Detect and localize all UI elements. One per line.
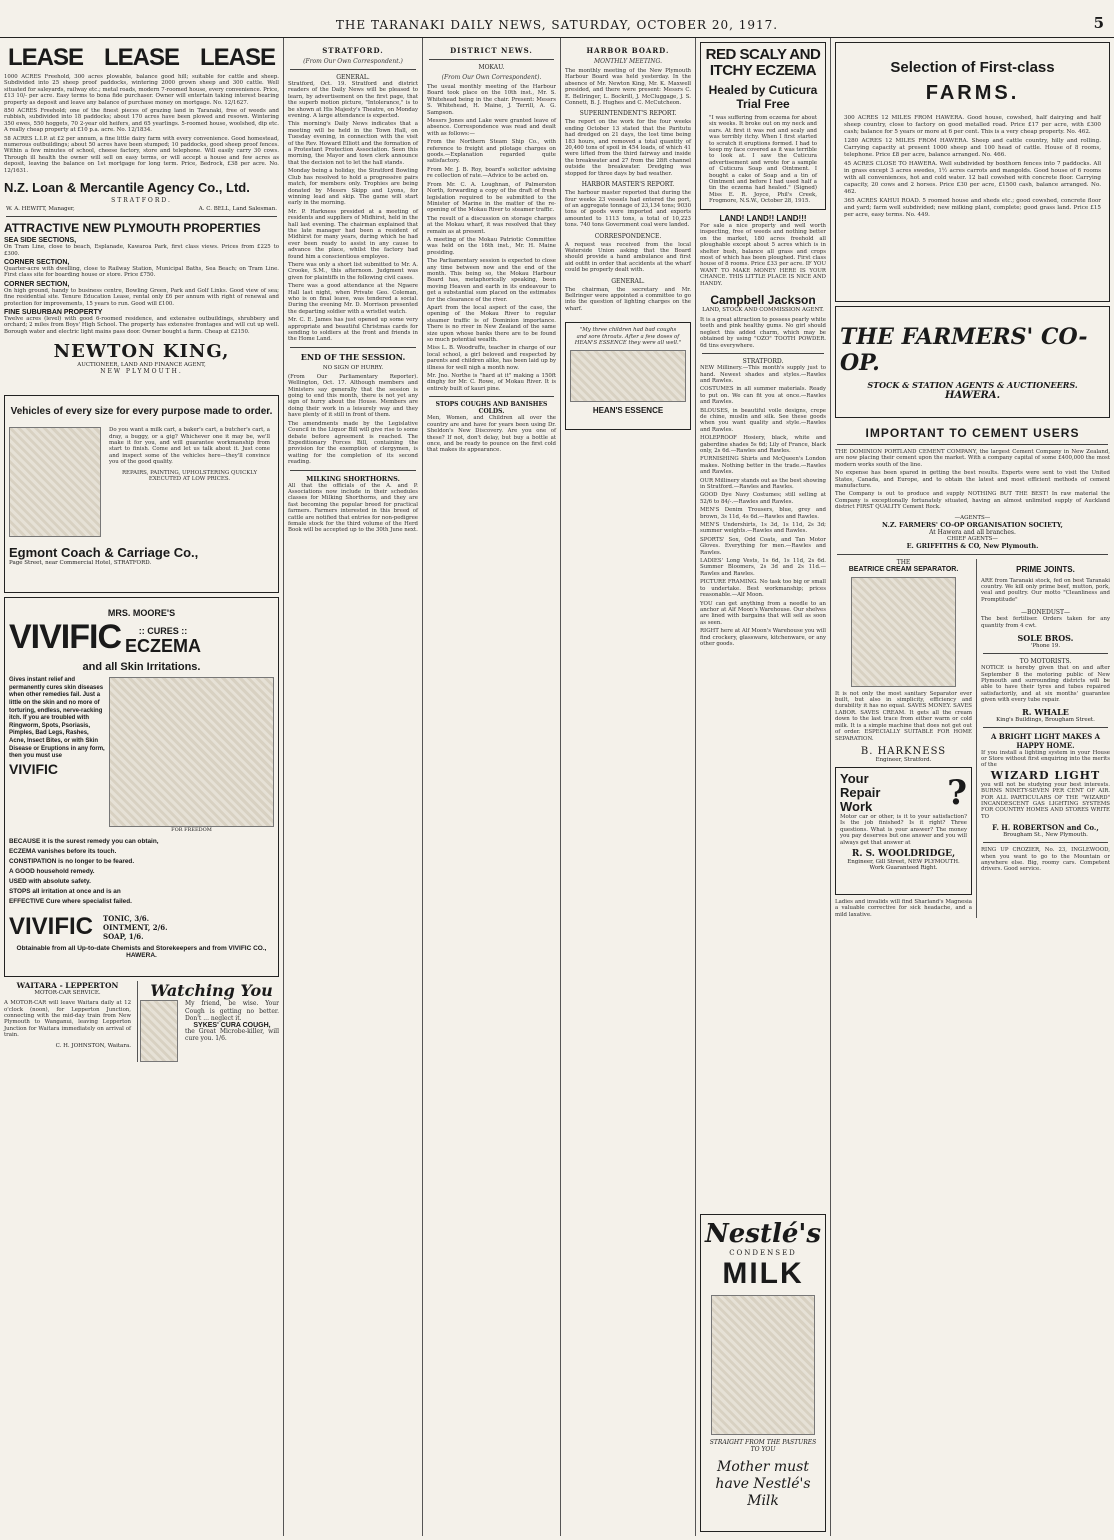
mokau-para-6: The result of a discussion on storage charges at the Mokau wharf, it was resolved that they remain as at present. [427,215,556,235]
monthly-meeting: MONTHLY MEETING. [593,58,663,65]
divider [429,396,554,397]
campbell-sub: LAND, STOCK AND COMMISSION AGENT. [702,307,824,314]
prime-joints: PRIME JOINTS. [1016,564,1075,574]
nestle-title: Nestlé's [705,1219,821,1249]
farmers-coop-ad [835,306,1110,418]
waitara-body: A MOTOR-CAR will leave Waitara daily at 12 o'clock (noon), for Lepperton Junction, connecting with the mid-day train from New Plymouth to Wanganui, leaving Lepperton Junction for Waitara immediately on arrival of train. [4,1000,131,1039]
acrostic-7: EFFECTIVE Cure where specialist failed. [9,898,132,906]
rawles-2: COSTUMES in all summer materials. Ready to put on. We can fit you at once.—Rawles and Rawles. [700,386,826,406]
harbour-master-para: The harbour master reported that during the four weeks 23 vessels had entered the port, of an aggregate tonnage of 23,134 tons; 9030 tons of goods were imported and exports amounted to 1113 tons, a total of 10,223 tons. 740 tons Government coal were landed. [565,190,691,229]
section-3: CORNER SECTION, On high ground, handy to business centre, Bowling Green, Park and Golf Links. Good view of sea; fine residential site. Tenure Education Lease, rental only £6 per annum with right of renewal and protection for improvements, 15 years to run. Good will £100. [4,280,279,307]
divider [429,59,554,60]
mokau-para-8: The Parliamentary session is expected to close any time between now and the end of the month. This being so, the Mokau Harbour Board has, metaphorically speaking, been moving Heaven and earth in its endeavour to get a substantial sum placed on the estimates for the clearance of the river. [427,258,556,303]
general-para-4col: The chairman, the secretary and Mr. Bellringer were appointed a committee to go into the question of lighting charges on the wharf. [565,286,691,312]
milking-para: All that the officials of the A. and P. Associations now include in their schedules classes for Milking Shorthorns, and they are fast becoming the popular breed for practical farmers. Farmers interested in this breed of cattle are notified that entries for non-pedigree female stock for the third volume of the Herd Book will be accepted up to the 30th June next. [288,482,418,534]
nestle-ad [700,1214,826,1532]
watching-body: My friend, be wise. Your Cough is getting no better. Don't ... neglect it. [185,1000,279,1022]
rawles-14: RIGHT here at Alf Moon's Warehouse you will find crockery, glassware, kitchenware, or any other goods. [700,628,826,647]
heans-quote: "My three children had bad coughs and sore throats. After a few doses of HEAN'S ESSENCE they were all well." [574,327,682,346]
superintendent-heading: SUPERINTENDENT'S REPORT. [579,110,677,118]
eczema-label: ECZEMA [125,636,202,657]
manager-name: W. A. HEWITT, Manager, [6,206,75,213]
section-1: SEA SIDE SECTIONS, On Tram Line, close to beach, Esplanade, Kawaroa Park, first class views. Prices from £225 to £300. [4,237,279,257]
vivific-title: VIVIFIC [9,618,122,657]
mokau-para-5: From Mr. C. A. Loughnan, of Palmerston North, forwarding a copy of the draft of fresh legislation required to be submitted to the Minister of Marine in the matter of the re-opening of the Mokau River to steamer traffic. [427,181,556,214]
watching-you: Watching You [150,981,273,1001]
acrostic-3: CONSTIPATION is no longer to be feared. [9,858,135,866]
acrostic-6: STOPS all irritation at once and is an [9,888,121,896]
column-2 [284,38,423,1536]
end-para-1: (From Our Parliamentary Reporter). Wellington, Oct. 17. Although members and Ministers say generally that the session is going to end this month, there is not yet any sign of hurry about the House. Members are doing their work in a leisurely way and they have plenty of it still in front of them. [288,373,418,419]
lease-item-1: 1000 ACRES Freehold, 300 acres plowable, balance good hill; suitable for cattle and sheep. Subdivided into 25 sheep proof paddocks, wintering 2000 grown sheep and 300 cattle. Well situated for saleyards, railway etc.; metal roads, modern 7-roomed house, every convenience. Price, £13 10/- per acre. Easy terms to bona fide purchaser. Owner will entertain taking interest bearing property as deposit and leave any balance of purchase money on mortgage. No. 12/1627. [4,74,279,106]
harbour-para: The monthly meeting of the New Plymouth Harbour Board was held yesterday. In the absence of Mr. Newton King, Mr. K. Maxwell presided, and there were present: Messrs C. E. Bellringer, L. Bockrill, J. McCluggage, J. S. Connett, B. J. Hughes and C. McCutcheon. [565,68,691,107]
wooldridge-name: R. S. WOOLDRIDGE, [851,848,956,859]
farms-heading: FARMS. [925,82,1020,104]
divider [983,842,1108,843]
egmont-name: Egmont Coach & Carriage Co., [9,545,199,561]
milking-heading: MILKING SHORTHORNS. [306,474,400,483]
vivific-ad [4,597,279,977]
rawles-4: HOLEPROOF Hosiery, black, white and gaberdine shades 5s 6d; Lily of France, black only, 2s 6d.—Rawles and Rawles. [700,435,826,454]
acrostic-2: ECZEMA vanishes before its touch. [9,848,117,856]
mokau-sub: (From Our Own Correspondent). [441,74,542,81]
wizard-para: you will not be studying your best interests. BURNS NINETY-SEVEN PER CENT OF AIR. FOR ALL PARTICULARS OF THE "WIZARD" INCANDESCENT GAS LIGHTING SYSTEMS FOR COUNTRY HOMES AND STORES WRITE TO [981,781,1110,820]
section-4: FINE SUBURBAN PROPERTY Twelve acres (level) with good 6-roomed residence, and extensive outbuildings, shrubbery and orchard; 2 miles from Boys' High School. The property has extensive frontages and will cut up well. Borough water and electric light mains pass door. Owner bought a farm. Cheap at £2150. [4,308,279,335]
campbell-jackson: Campbell Jackson [710,293,816,308]
land-heading: LAND! LAND!! LAND!!! [719,214,807,223]
healed-cuticura: Healed by Cuticura Trial Free [708,83,818,111]
newton-sub: AUCTIONEER, LAND AND FINANCE AGENT, [77,362,206,369]
sole-bros: SOLE BROS. [1017,633,1074,644]
cuticura-ad [700,42,826,210]
selection-heading: Selection of First-class [890,59,1055,76]
price-soap: SOAP, 1/6. [103,931,144,941]
agents-name: N.Z. FARMERS' CO-OP ORGANISATION SOCIETY, [882,520,1063,529]
bonedust-heading: —BONEDUST— [1020,609,1071,617]
mokau-para-9: Apart from the local aspect of the case, the opening of the Mokau River to regular steamer traffic is of Dominion importance. There is no river in New Zealand of the same size upon whose banks there are to be found so much potential wealth. [427,305,556,344]
column-4 [561,38,696,1536]
obtainable: Obtainable from all Up-to-date Chemists and Storekeepers and from VIVIFIC CO., HAWERA. [16,945,267,960]
column-6 [831,38,1114,1536]
wizard-light: WIZARD LIGHT [990,768,1101,782]
cement-para-2: No expense has been spared in getting the best results. Experts were sent to visit the United States, Canada, and Europe, and to obtain the latest and most efficient methods of cement manufacture. [835,470,1110,490]
bottle-illustration [570,350,686,402]
acrostic-4: A GOOD household remedy. [9,868,95,876]
farms-ad [835,42,1110,302]
rawles-10: SPORTS' Sox, Odd Coats, and Tan Motor Gloves. Everything for men.—Rawles and Rawles. [700,536,826,556]
rawles-6: OUR Millinery stands out as the best showing in Stratford.—Rawles and Rawles. [700,477,826,490]
rawles-3: BLOUSES, in beautiful voile designs, crepe de chine, muslin and silk. See these goods when you want quality and style.—Rawles and Rawles. [700,407,826,433]
divider [290,347,416,348]
rawles-7: GOOD Dye Navy Costumes; still selling at 52/6 to 84/-.—Rawles and Rawles. [700,492,826,505]
mokau-para-11: Mr. Jno. Northe is "hard at it" making a 150ft dinghy for Mr. C. Rowe, of Mokau River. It is entirely built of kauri pine. [427,373,556,392]
general-para-4: Mr. P. Harkness presided at a meeting of residents and suppliers of Midhirst, held in the hall last evening. The chairman explained that the late manager had been a resident of Midhirst for many years, during which he had ever been ready to assist in any cause to advance the place, whilst the factory had found him a conscientious employee. [288,208,418,260]
correspondence-heading: CORRESPONDENCE. [594,232,662,240]
sykes-body: the Great Microbe-killer, will cure you. 1/6. [185,1028,279,1042]
waitara-title: WAITARA - LEPPERTON [16,981,119,991]
sykes-name: SYKES' CURA COUGH, [193,1022,271,1030]
divider [983,727,1108,728]
mokau-para-3: From the Northern Steam Ship Co., with reference to freight and pilotage charges on goods.—Explanation regarded quite satisfactory. [427,139,556,165]
general-para-3: Monday being a holiday, the Stratford Bowling Club has resolved to hold a progressive pairs match, for members only. Trophies are being donated by Messrs Skipp and Lyons, for winning lead and skip. The game will start early in the morning. [288,168,418,207]
mokau-para-4: From Mr. J. B. Roy, board's solicitor advising re collection of rate.—Advice to be acted on. [427,166,556,180]
general-para-2: This morning's Daily News indicates that a meeting will be held in the Town Hall, on Tuesday evening, in connection with the visit of the Rev. Howard Elliott and the formation of a Protestant Protection Association. Seen this morning, the Mayor and town clerk announce that the decision not to let the hall stands. [288,121,418,166]
agents-label: —AGENTS— [954,514,991,521]
newspaper-title: THE TARANAKI DAILY NEWS, SATURDAY, OCTOBER 20, 1917. [335,18,779,32]
freedom-caption: FOR FREEDOM [171,827,212,834]
milk-label: MILK [722,1257,804,1290]
vehicles-title: Vehicles of every size for every purpose made to order. [10,406,273,418]
sykes-ad [138,981,283,1062]
vivific-small: VIVIFIC [9,760,59,777]
lease-item-3: 58 ACRES L.I.P. at £2 per annum, a fine little dairy farm with every convenience. Good homestead, numerous outbuildings; about 50 acres have been stumped; 10 paddocks, good sheep proof fences. Within a few minutes of school, cheese factory, store and telephone. Will easily carry 30 cows. Through ill health the owner will sell on easy terms, or will accept a house and few acres as deposit, leaving the balance on 1st mortgage for long term. Price, Bedrock, £38 per acre. No. 12/1631. [4,135,279,174]
straight-from-pastures: STRAIGHT FROM THE PASTURES TO YOU [709,1439,817,1453]
cures-label: :: CURES :: [138,626,188,637]
ozo-para: It is a great attraction to possess pearly white teeth and pink healthy gums. No girl should neglect this added charm, which may be obtained by using "OZO" TOOTH POWDER. 6d tins everywhere. [700,317,827,349]
cement-para-3: The Company is out to produce and supply NOTHING BUT THE BEST! In raw material the Company is exceptionally fortunately situated, having an almost unlimited supply of Auckland district FIRST QUALITY Cement Rock. [835,491,1110,511]
general-para-7: Mr. C. E. James has just opened up some very appropriate and beautiful Christmas cards for sending to soldiers at the front and friends in the Home Land. [288,317,418,343]
farm-3: 45 ACRES CLOSE TO HAWERA. Well subdivided by boxthorn fences into 7 paddocks. All in grass except 3 acres swedes, 1½ acres carrots and mangolds. Good house of 6 rooms with all conveniences, hot and cold water. 12 bail cowshed with concrete floor. Carrying capacity, 20 cows and 2 horses. Price £30 per acre, £1500 cash, balance arranged. No. 462. [844,161,1101,195]
divider [837,554,1108,555]
company-town: STRATFORD. [111,197,172,205]
bottom-split [831,559,1114,918]
heans-essence-ad [565,322,691,430]
waitara-sign: C. H. JOHNSTON, Waitara. [55,1042,131,1049]
divider [290,69,416,70]
repair-heading: Your Repair Work [840,770,881,814]
right-subcolumn [977,559,1114,918]
divider [983,653,1108,654]
rawles-1: NEW Millinery.—This month's supply just to hand. Newest shades and styles.—Rawles and Rawles. [700,365,826,384]
mokau-para-7: A meeting of the Mokau Patriotic Committee was held on the 16th inst., Mr. H. Maine presiding. [427,236,556,256]
motorists-para: NOTICE is hereby given that on and after September 8 the motoring public of New Plymouth and surrounding districts will be able to have their tyres and tubes repaired satisfactorily, and at six months' guarantee given with every tube repair. [981,665,1110,704]
end-session-heading: END OF THE SESSION. [300,351,406,362]
general-heading: GENERAL. [336,74,370,81]
repair-para: Motor car or other, is it to your satisfaction? Is the job finished? Is it right? Three questions. What is your answer? The money you pay deserves but one answer and you will always get that answer at [840,813,967,846]
beatrice-the: THE [896,558,911,566]
lease-word-1: LEASE [8,44,84,71]
rawles-13: YOU can get anything from a needle to an anchor at Alf Moon's Warehouse. Our shelves are lined with bargains that will sell as soon as seen. [700,600,826,626]
lease-item-2: 850 ACRES Freehold; one of the finest pieces of grazing land in Taranaki, free of weeds and rubbish, subdivided into 18 paddocks; about 170 acres have been plowed and resown. Wintering 350 ewes, 550 hoggets, 70 2-year old heifers, and 65 yearlings. 5-roomed house, woolshed, dip etc. A really cheap property at £10 p.a. acre. No. 12/1834. [4,108,279,134]
rawles-12: PICTURE FRAMING. No task too big or small to undertake. Best workmanship; prices reasonable.—Alf Moon. [700,579,826,599]
attractive-heading: ATTRACTIVE NEW PLYMOUTH PROPERTIES [4,221,261,236]
company-staff [0,206,283,212]
chief-agents: CHIEF AGENTS— [947,535,998,542]
vehicles-body: Do you want a milk cart, a baker's cart, a butcher's cart, a dray, a buggy, or a gig? Whichever one it may be, we'll make it for you, and will guarantee workmanship from start to finish. Come and let us talk about it. Just come and inspect some of the vehicles here—they'll convince you of the good quality. [109,427,270,466]
price-tonic: TONIC, 3/6. [103,913,150,923]
lease-word-3: LEASE [199,44,275,71]
griffiths: E. GRIFFITHS & CO, New Plymouth. [906,541,1039,550]
lease-word-2: LEASE [103,44,179,71]
section-2: CORNER SECTION, Quarter-acre with dwelling, close to Railway Station, Municipal Baths, Sea Beach; on Tram Line. First class site for boarding house or store. Price £750. [4,258,279,279]
hawera-label: HAWERA. [944,389,1001,401]
harbour-board-heading: HARBOR BOARD. [586,46,670,55]
cuticura-para: "I was suffering from eczema for about six weeks. It broke out on my neck and ears. At first it was red and scaly and was terribly itchy. When I first started to scratch it eruptions formed. I had to keep my face covered as it was terrible to look at. I saw the Cuticura advertisement and wrote for a sample of Cuticura Soap and Ointment. I bought a cake of Soap and a tin of Ointment and before I had used half a tin the eczema had healed." (Signed) Miss E. R. Joyce, Phil's Creek, Frogmore, N.S.W., October 28, 1915. [709,115,817,205]
mokau-para-10: Miss L. B. Woodruffe, teacher in charge of our local school, a girl beloved and respected by parents and children alike, has been laid up by illness for well nigh a month now. [427,345,556,371]
phone-label: 'Phone 19. [1030,643,1061,650]
rawles-5: FURNISHING Shirts and McQueen's London makes. Nothing better in the trade.—Rawles and Rawles. [700,456,826,476]
child-illustration [711,1295,815,1435]
bonedust-para: The best fertiliser. Orders taken for any quantity from 4 cwt. [981,616,1110,629]
superintendent-para: The report on the work for the four weeks ending October 13 stated that the Paritutu had dredged on 21 days, the lost time being 183 hours, and removed a total quantity of 20,460 tons of spoil in 454 loads, of which 41 were lifted from the third fairway and inside the breakwater and 27 from the 28ft channel outside the breakwater. Dredging was stopped for three days by bad weather. [565,119,691,177]
column-5 [696,38,831,1536]
mokau-para-2: Messrs Jones and Lake were granted leave of absence. Correspondence was read and dealt with as follows:— [427,118,556,137]
question-mark: ? [947,772,967,813]
red-scaly-heading: RED SCALY AND ITCHY ECZEMA [705,46,821,79]
company-name: N.Z. Loan & Mercantile Agency Co., Ltd. [4,180,250,196]
farm-1: 300 ACRES 12 MILES FROM HAWERA. Good house, cowshed, half dairying and half sheep country, close to factory on good metalled road. Price £17 per acre, with £300 cash; balance for 5 years or more at 6 per cent. This is a very cheap property. No. 462. [844,115,1101,135]
harkness-sub: Engineer, Stratford. [875,756,932,763]
robertson-name: F. H. ROBERTSON and Co., [992,823,1099,833]
motorists-heading: TO MOTORISTS. [1019,658,1072,666]
stratford-sub: (From Our Own Correspondent.) [303,58,403,65]
crozier-ad: RING UP CROZIER, No. 23, INGLEWOOD, when you want to go to the Mountain or anywhere else. Big, roomy cars. Competent drivers. Good service. [981,847,1110,873]
harbour-master-heading: HARBOR MASTER'S REPORT. [581,181,675,189]
separator-illustration [851,577,956,687]
agents-sub: At Hawera and all branches. [929,528,1016,536]
repair-ad [835,767,972,895]
acrostic-1: BECAUSE it is the surest remedy you can obtain, [9,838,159,846]
skin-irritations: and all Skin Irritations. [82,661,201,674]
rawles-8: MEN'S Denim Trousers, blue, grey and brown, 3s 11d, 4s 6d.—Rawles and Rawles. [700,507,826,520]
face-illustration [140,1000,178,1062]
whale-name: R. WHALE [1022,706,1069,717]
bright-para: If you install a lighting system in your House or Store without first enquiring into the merits of the [981,749,1110,769]
salesman-name: A. C. BELL, Land Salesman. [198,206,277,213]
mokau-heading: MOKAU. [478,64,505,71]
wooldridge-sub: Engineer, Gill Street, NEW PLYMOUTH. Work Guaranteed Right. [847,858,960,871]
district-news-heading: DISTRICT NEWS. [450,46,533,55]
divider [6,216,277,217]
stratford-heading: STRATFORD. [322,46,384,55]
divider [290,470,416,471]
general-heading-4: GENERAL. [611,277,645,285]
cement-para-1: THE DOMINION PORTLAND CEMENT COMPANY, the largest Cement Company in New Zealand, are now placing their cement upon the market. With a company capital of some £400,000 the most modern works south of the line. [835,449,1110,468]
prime-para: ARE from Taranaki stock, fed on best Taranaki country. We kill only prime beef, mutton, pork, veal and poultry. Our motto "Cleanliness and Promptitude" [981,577,1110,603]
lease-heading [0,38,283,74]
column-3 [423,38,561,1536]
beatrice-para: It is not only the most sanitary Separator ever built, but also in simplicity, efficiency and durability it has no equal. SAVES MONEY. SAVES LABOR. SAVES CREAM. It gets all the cream down to the last trace from either warm or cold milk. It is a simple machine that does not get out of order. ESPECIALLY SUITABLE FOR HOME SEPARATION. [835,690,972,742]
rawles-11: LADIES' Long Vests, 1s 6d, 1s 11d, 2s 6d. Summer Bloomers, 2s 3d and 2s 11d.—Rawles and Rawles. [700,558,826,577]
important-cement: IMPORTANT TO CEMENT USERS [865,426,1080,440]
correspondence-para: A request was received from the local Waterside Union asking that the Board should provide a hand ambulance and first aid outfit in order that accidents at the wharf could be properly dealt with. [565,241,691,274]
freedom-illustration [109,677,274,827]
mother-must-have: Mother must have Nestlé's Milk [715,1459,811,1509]
general-para-6: There was a good attendance at the Ngaere Hall last night, when Private Geo. Coleman, who is on final leave, was tendered a social. During the evening Mr. D. Morrison presented the departing soldier with a wristlet watch. [288,283,418,315]
robertson-sub: Brougham St., New Plymouth. [1003,832,1088,839]
sharland-ad: Ladies and invalids will find Sharland's Magnesia a valuable corrective for sick headache, and a mild laxative. [835,898,972,918]
farm-4: 365 ACRES KAHUI ROAD. 5 roomed house and sheds etc.; good cowshed, concrete floor and yard; farm well subdivided; new milking plant, complete; good grass land. Price £15 per acre, easy terms. No. 449. [844,198,1101,218]
vehicles-ad [4,395,279,593]
general-para-5: There was only a short list submitted to Mr. A. Crooke, S.M., this afternoon. Judgment was given for plaintiffs in the following civil cases. [288,261,418,281]
farm-2: 1280 ACRES 12 MILES FROM HAWERA. Sheep and cattle country, hilly and rolling. Carrying capacity at present 1000 sheep and 100 head of cattle. House of 8 rooms, telephone. Price £8 per acre, balance arranged. No. 466. [844,138,1101,158]
rawles-9: MEN'S Undershirts, 1s 3d, 1s 11d, 2s 3d; summer weights.—Rawles and Rawles. [700,522,826,535]
bottom-ads-row [0,981,283,1062]
stops-coughs-heading: STOPS COUGHS AND BANISHES COLDS. [435,401,548,416]
price-ointment: OINTMENT, 2/6. [103,922,168,932]
carriage-illustration [9,427,101,537]
masthead [0,0,1114,38]
egmont-address: Page Street, near Commercial Hotel, STRATFORD. [9,560,152,567]
vivific-claims: Gives instant relief and permanently cures skin diseases when other remedies fail. Just a little on the skin and no more of torturing, endless, nerve-racking itch. If you are troubled with Ringworm, Spots, Psoriasis, Pimples, Bad Legs, Rashes, Acne, Insect Bites, or with Skin Disease or Eruptions in any form, then you must use [9,677,105,760]
waitara-ad [0,981,138,1062]
vehicles-repairs: REPAIRS, PAINTING, UPHOLSTERING QUICKLY EXECUTED AT LOW PRICES. [121,469,258,482]
mokau-para-1: The usual monthly meeting of the Harbour Board took place on the 10th inst., Mr. S. Whitehead being in the chair. Present: Messrs S. Whitehead, H. Maine, J. Terrill, A. G. Sampson. [427,84,556,116]
page-number: 5 [1093,14,1104,32]
no-hurry: NO SIGN OF HURRY. [322,364,384,371]
land-para: For sale a nice property and well worth inspecting, free of weeds and nothing better on the market, 180 acres freehold all ploughable except about 5 acres which is in shelter bush, balance all grass and crops most of which has been ploughed. First class house of 8 rooms. Price £33 per acre. IF YOU WANT TO MAKE MONEY HERE IS YOUR CHANCE. THIS LITTLE PLACE IS NICE AND HANDY. [700,223,826,287]
condensed-label: CONDENSED [729,1249,797,1257]
divider [702,353,824,354]
mrs-moore: MRS. MOORE'S [107,608,176,619]
divider [837,444,1108,445]
left-subcolumn [831,559,977,918]
general-para-1: Stratford, Oct. 19. Stratford and district readers of the Daily News will be pleased to learn, by advertisement on the first page, that the superb motion picture, "Intolerance," is to be shown at His Majesty's Theatre, on Monday evening. A large attendance is expected. [288,81,418,120]
heans-name: HEAN'S ESSENCE [592,406,664,416]
newton-king: NEWTON KING, [53,341,230,363]
stops-coughs-para: Men, Women, and Children all over the country are and have for years been using Dr. Sheldon's New Discovery. Are you one of these? If not, don't delay, but buy a bottle at once, and be ready to pounce on the first cold that makes its appearance. [427,415,556,454]
vivific-bottom: VIVIFIC [9,913,94,941]
stock-station: STOCK & STATION AGENTS & AUCTIONEERS. [867,379,1078,390]
whale-sub: King's Buildings, Brougham Street. [996,716,1095,723]
beatrice-heading: BEATRICE CREAM SEPARATOR. [848,565,959,573]
newton-town: NEW PLYMOUTH. [100,368,183,376]
acrostic-5: USED with absolute safety. [9,878,91,886]
stratford-heading-5: STRATFORD. [742,358,784,366]
bright-light: A BRIGHT LIGHT MAKES A HAPPY HOME. [990,731,1101,750]
harkness-name: B. HARKNESS [860,745,947,757]
column-1 [0,38,284,1536]
farmers-coop-name: THE FARMERS' CO-OP. [840,323,1088,376]
waitara-sub: MOTOR-CAR SERVICE. [34,990,101,997]
end-para-2: The amendments made by the Legislative Council in the Liquor Bill will give rise to some debate before agreement is reached. The Expeditionary Forces Bill, containing the provision for the exemption of clergymen, is waiting for the completion of its second reading. [288,420,418,466]
